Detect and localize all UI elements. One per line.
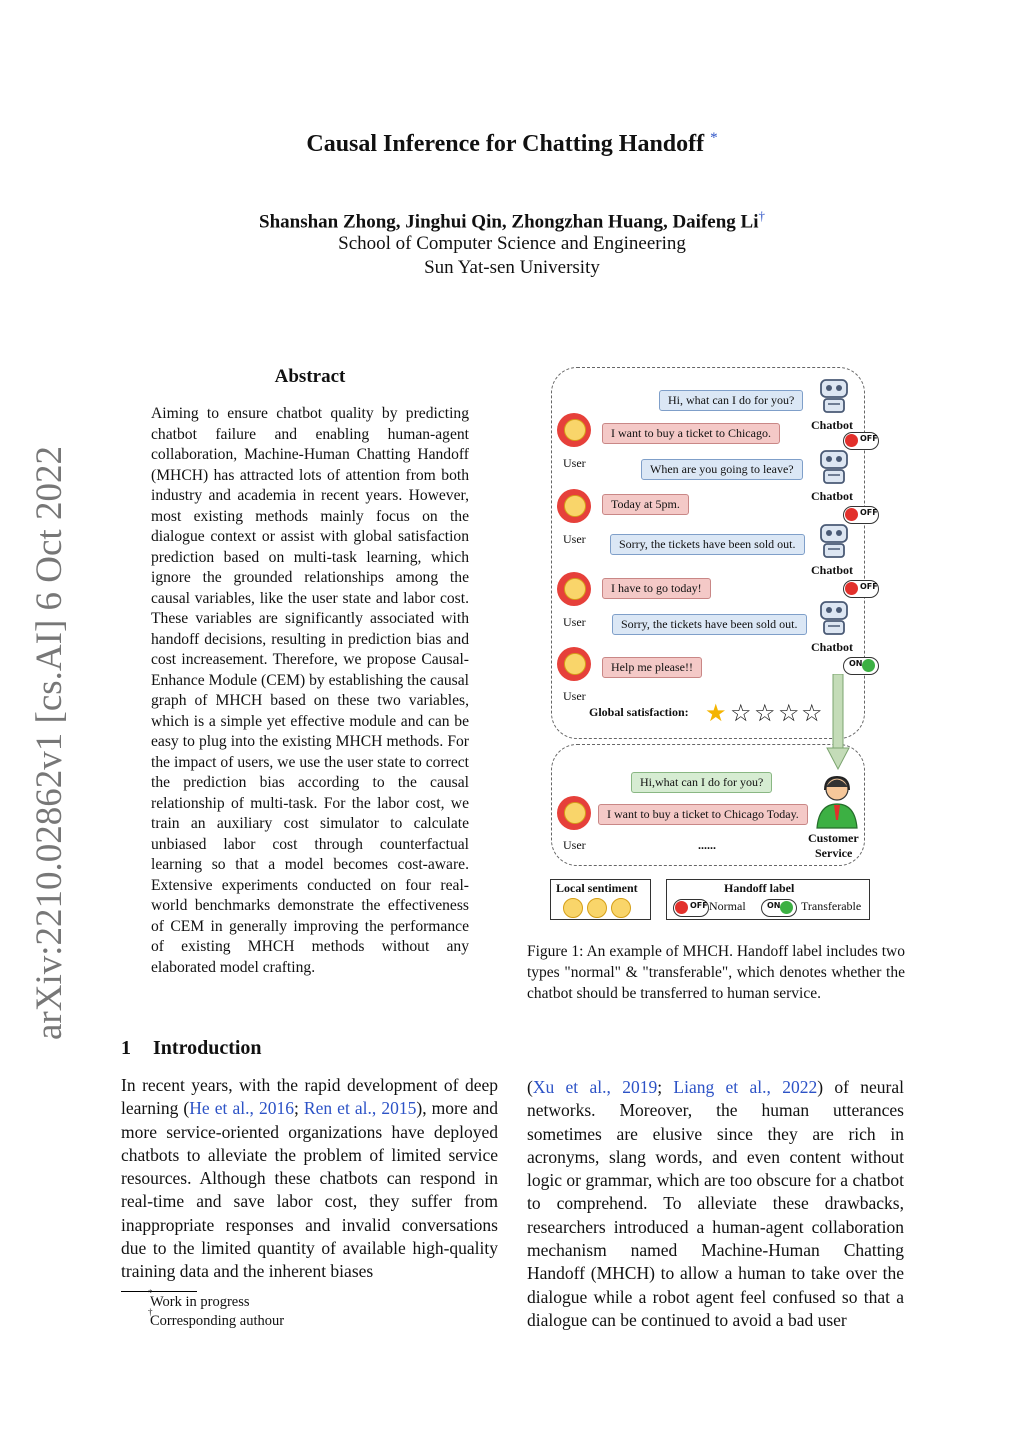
citation-link[interactable]: Xu et al., 2019 [532, 1077, 658, 1097]
user-avatar-icon [557, 572, 591, 606]
chatbot-robot-icon [816, 520, 852, 560]
star-empty-icon: ☆ [778, 699, 800, 727]
chatbot-message: When are you going to leave? [641, 459, 803, 480]
customer-service-label: Service [815, 846, 853, 860]
legend-handoff-label: Handoff label [724, 881, 795, 895]
legend-transferable-label: Transferable [801, 899, 862, 913]
handoff-off-toggle: OFF [843, 506, 879, 524]
sad-face-icon [611, 898, 631, 918]
user-message: I have to go today! [602, 578, 711, 599]
author-list: Shanshan Zhong, Jinghui Qin, Zhongzhan Huang, Daifeng Li† [259, 208, 765, 233]
chatbot-label: Chatbot [811, 563, 854, 577]
chatbot-message: Sorry, the tickets have been sold out. [610, 534, 805, 555]
star-empty-icon: ☆ [730, 699, 752, 727]
user-label: User [563, 532, 586, 546]
global-satisfaction-label: Global satisfaction: [589, 705, 689, 719]
affiliation-university: Sun Yat-sen University [424, 257, 600, 278]
title-footnote-mark[interactable]: * [710, 130, 718, 146]
agent-message: Hi,what can I do for you? [631, 772, 772, 793]
user-avatar-icon [557, 796, 591, 830]
affiliation-school: School of Computer Science and Engineering [338, 233, 686, 254]
user-message: I want to buy a ticket to Chicago. [602, 423, 780, 444]
abstract-text: Aiming to ensure chatbot quality by predicting chatbot failure and enabling human-agent collaboration, Machine-Human Chatting Handoff (MHCH) has attracted lots of attention from both industry and academia in recent years. However, most existing methods mainly focus on the dialogue context or assist with global satisfaction prediction based on multi-task learning, which ignore the grounded relationships among the causal variables, like the user state and labor cost. These variables are significantly associated with handoff decisions, resulting in prediction bias and cost increasement. Therefore, we propose Causal-Enhance Module (CEM) by establishing the causal graph of MHCH based on these two variables, which is a simple yet effective module and can be easy to plug into the existing MHCH methods. For the impact of users, we use the user state to correct the prediction bias according to the causal relationship of multi-task. For the labor cost, we train an auxiliary cost simulator to calculate unbiased labor cost through counterfactual learning so that a model becomes cost-aware. Extensive experiments conducted on four real-world benchmarks demonstrate the effectiveness of CEM in generally improving the performance of existing MHCH methods without any elaborated model crafting. [151, 405, 469, 976]
handoff-off-toggle: OFF [843, 432, 879, 450]
user-label: User [563, 689, 586, 703]
intro-left-column: In recent years, with the rapid development of deep learning (He et al., 2016; Ren et al., 2015), more and more service-oriented organizations have deployed chatbots to alleviate the problem of limited service resources. Although these chatbots can respond in real-time and save labor cost, they suffer from inappropriate responses and invalid conversations due to the limited quantity of available high-quality training data and the inherent biases [121, 1075, 498, 1282]
citation-link[interactable]: Liang et al., 2022 [673, 1077, 818, 1097]
arxiv-identifier: arXiv:2210.02862v1 [cs.AI] 6 Oct 2022 [29, 446, 70, 1040]
handoff-off-toggle: OFF [843, 580, 879, 598]
author-footnote-mark[interactable]: † [758, 208, 765, 223]
handoff-label-legend [666, 879, 870, 920]
chatbot-robot-icon [816, 375, 852, 415]
handoff-on-toggle: ON [761, 899, 797, 917]
star-empty-icon: ☆ [801, 699, 823, 727]
paper-title: Causal Inference for Chatting Handoff * [306, 130, 718, 157]
legend-sentiment-label: Local sentiment [556, 881, 638, 895]
chatbot-label: Chatbot [811, 489, 854, 503]
customer-service-label: Customer [808, 831, 859, 845]
handoff-off-toggle: OFF [673, 899, 709, 917]
chatbot-label: Chatbot [811, 418, 854, 432]
chatbot-label: Chatbot [811, 640, 854, 654]
citation-link[interactable]: Ren et al., 2015 [303, 1098, 417, 1119]
user-avatar-icon [557, 489, 591, 523]
chatbot-robot-icon [816, 597, 852, 637]
figure-caption: Figure 1: An example of MHCH. Handoff label includes two types "normal" & "transferable", which denotes whether the chatbot should be transferred to human service. [527, 943, 905, 1002]
footnote-2: † Corresponding authour [148, 1307, 285, 1329]
happy-face-icon [563, 898, 583, 918]
user-avatar-icon [557, 647, 591, 681]
abstract-heading: Abstract [274, 366, 346, 387]
local-sentiment-legend [550, 879, 651, 920]
user-message: I want to buy a ticket to Chicago Today. [598, 804, 808, 825]
section-heading: 1 Introduction [121, 1037, 262, 1059]
user-avatar-icon [557, 413, 591, 447]
star-filled-icon: ★ [705, 699, 727, 727]
customer-service-agent-icon [815, 772, 859, 830]
user-label: User [563, 456, 586, 470]
handoff-on-toggle: ON [843, 657, 879, 675]
user-label: User [563, 838, 586, 852]
chatbot-robot-icon [816, 446, 852, 486]
neutral-face-icon [587, 898, 607, 918]
star-empty-icon: ☆ [754, 699, 776, 727]
user-message: Help me please!! [602, 657, 702, 678]
footnote-rule [121, 1291, 197, 1292]
handoff-arrow-icon [826, 674, 850, 770]
chatbot-message: Sorry, the tickets have been sold out. [612, 614, 807, 635]
user-label: User [563, 615, 586, 629]
ellipsis: ...... [698, 838, 716, 852]
citation-link[interactable]: He et al., 2016 [189, 1098, 294, 1119]
user-message: Today at 5pm. [602, 494, 689, 515]
chatbot-message: Hi, what can I do for you? [659, 390, 803, 411]
footnote-1: * Work in progress [148, 1288, 250, 1310]
legend-normal-label: Normal [709, 899, 746, 913]
intro-right-column: (Xu et al., 2019; Liang et al., 2022) of neural networks. Moreover, the human utterances sometimes are elusive since they are rich in acronyms, slang words, and even content without logic or grammar, which are too obscure for a chatbot to comprehend. To alleviate these drawbacks, researchers introduced a human-agent collaboration mechanism named Machine-Human Chatting Handoff (MHCH) to allow a human to take over the dialogue while a robot agent feel confused so that a dialogue can be continued to avoid a bad user [527, 1077, 904, 1330]
